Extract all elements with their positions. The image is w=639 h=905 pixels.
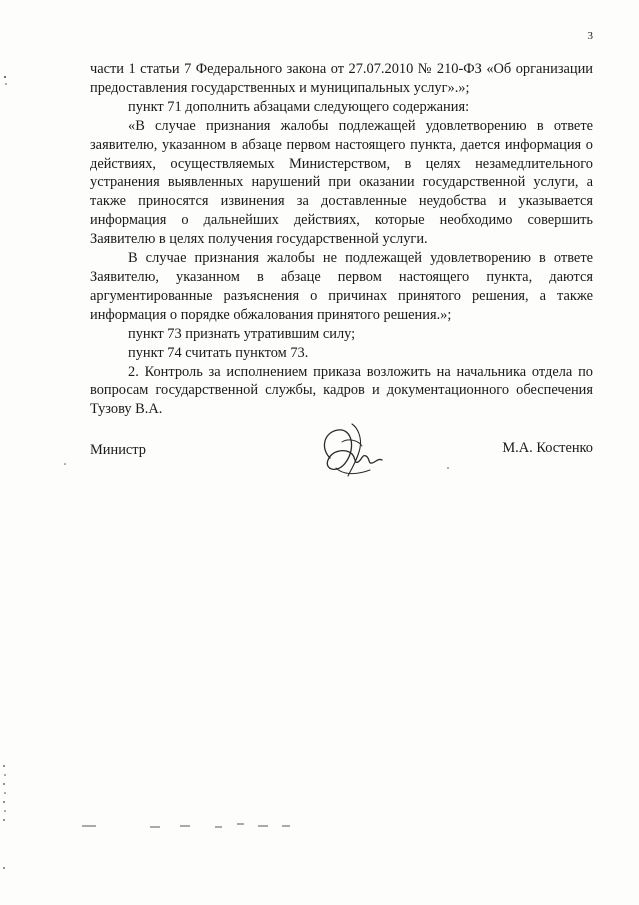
handwritten-signature [312,418,392,488]
paragraph: 2. Контроль за исполнением приказа возложить на начальника отдела по вопросам государственной службы, кадров и документационного обеспечения Тузову В.А. [90,363,593,418]
paragraph: пункт 73 признать утратившим силу; [128,325,356,342]
signatory-name: М.А. Костенко [502,440,593,456]
paragraph: В случае признания жалобы не подлежащей удовлетворению в ответе Заявителю, указанном в абзаце первом настоящего пункта, даются аргументированные разъяснения о причинах принятого решения, а также информация о порядке обжалования принятого решения.»; [90,250,593,323]
page-number: 3 [587,30,593,42]
paragraph: пункт 71 дополнить абзацами следующего содержания: [128,98,470,115]
paragraph: «В случае признания жалобы подлежащей удовлетворению в ответе заявителю, указанном в абзаце первом настоящего пункта, дается информация о действиях, осуществляемых Министерством, в целях незамедлительного устранения выявленных нарушений при оказании государственной услуги, а также приносятся извинения за доставленные неудобства и указывается информация о дальнейших действиях, которые необходимо совершить Заявителю в целях получения государственной услуги. [90,117,593,248]
paragraph: части 1 статьи 7 Федерального закона от 27.07.2010 № 210-ФЗ «Об организации предоставления государственных и муниципальных услуг».»; [90,61,593,96]
document-body [90,60,593,419]
signature-block [90,418,593,488]
signatory-title: Министр [90,442,146,458]
paragraph: пункт 74 считать пунктом 73. [128,344,309,361]
